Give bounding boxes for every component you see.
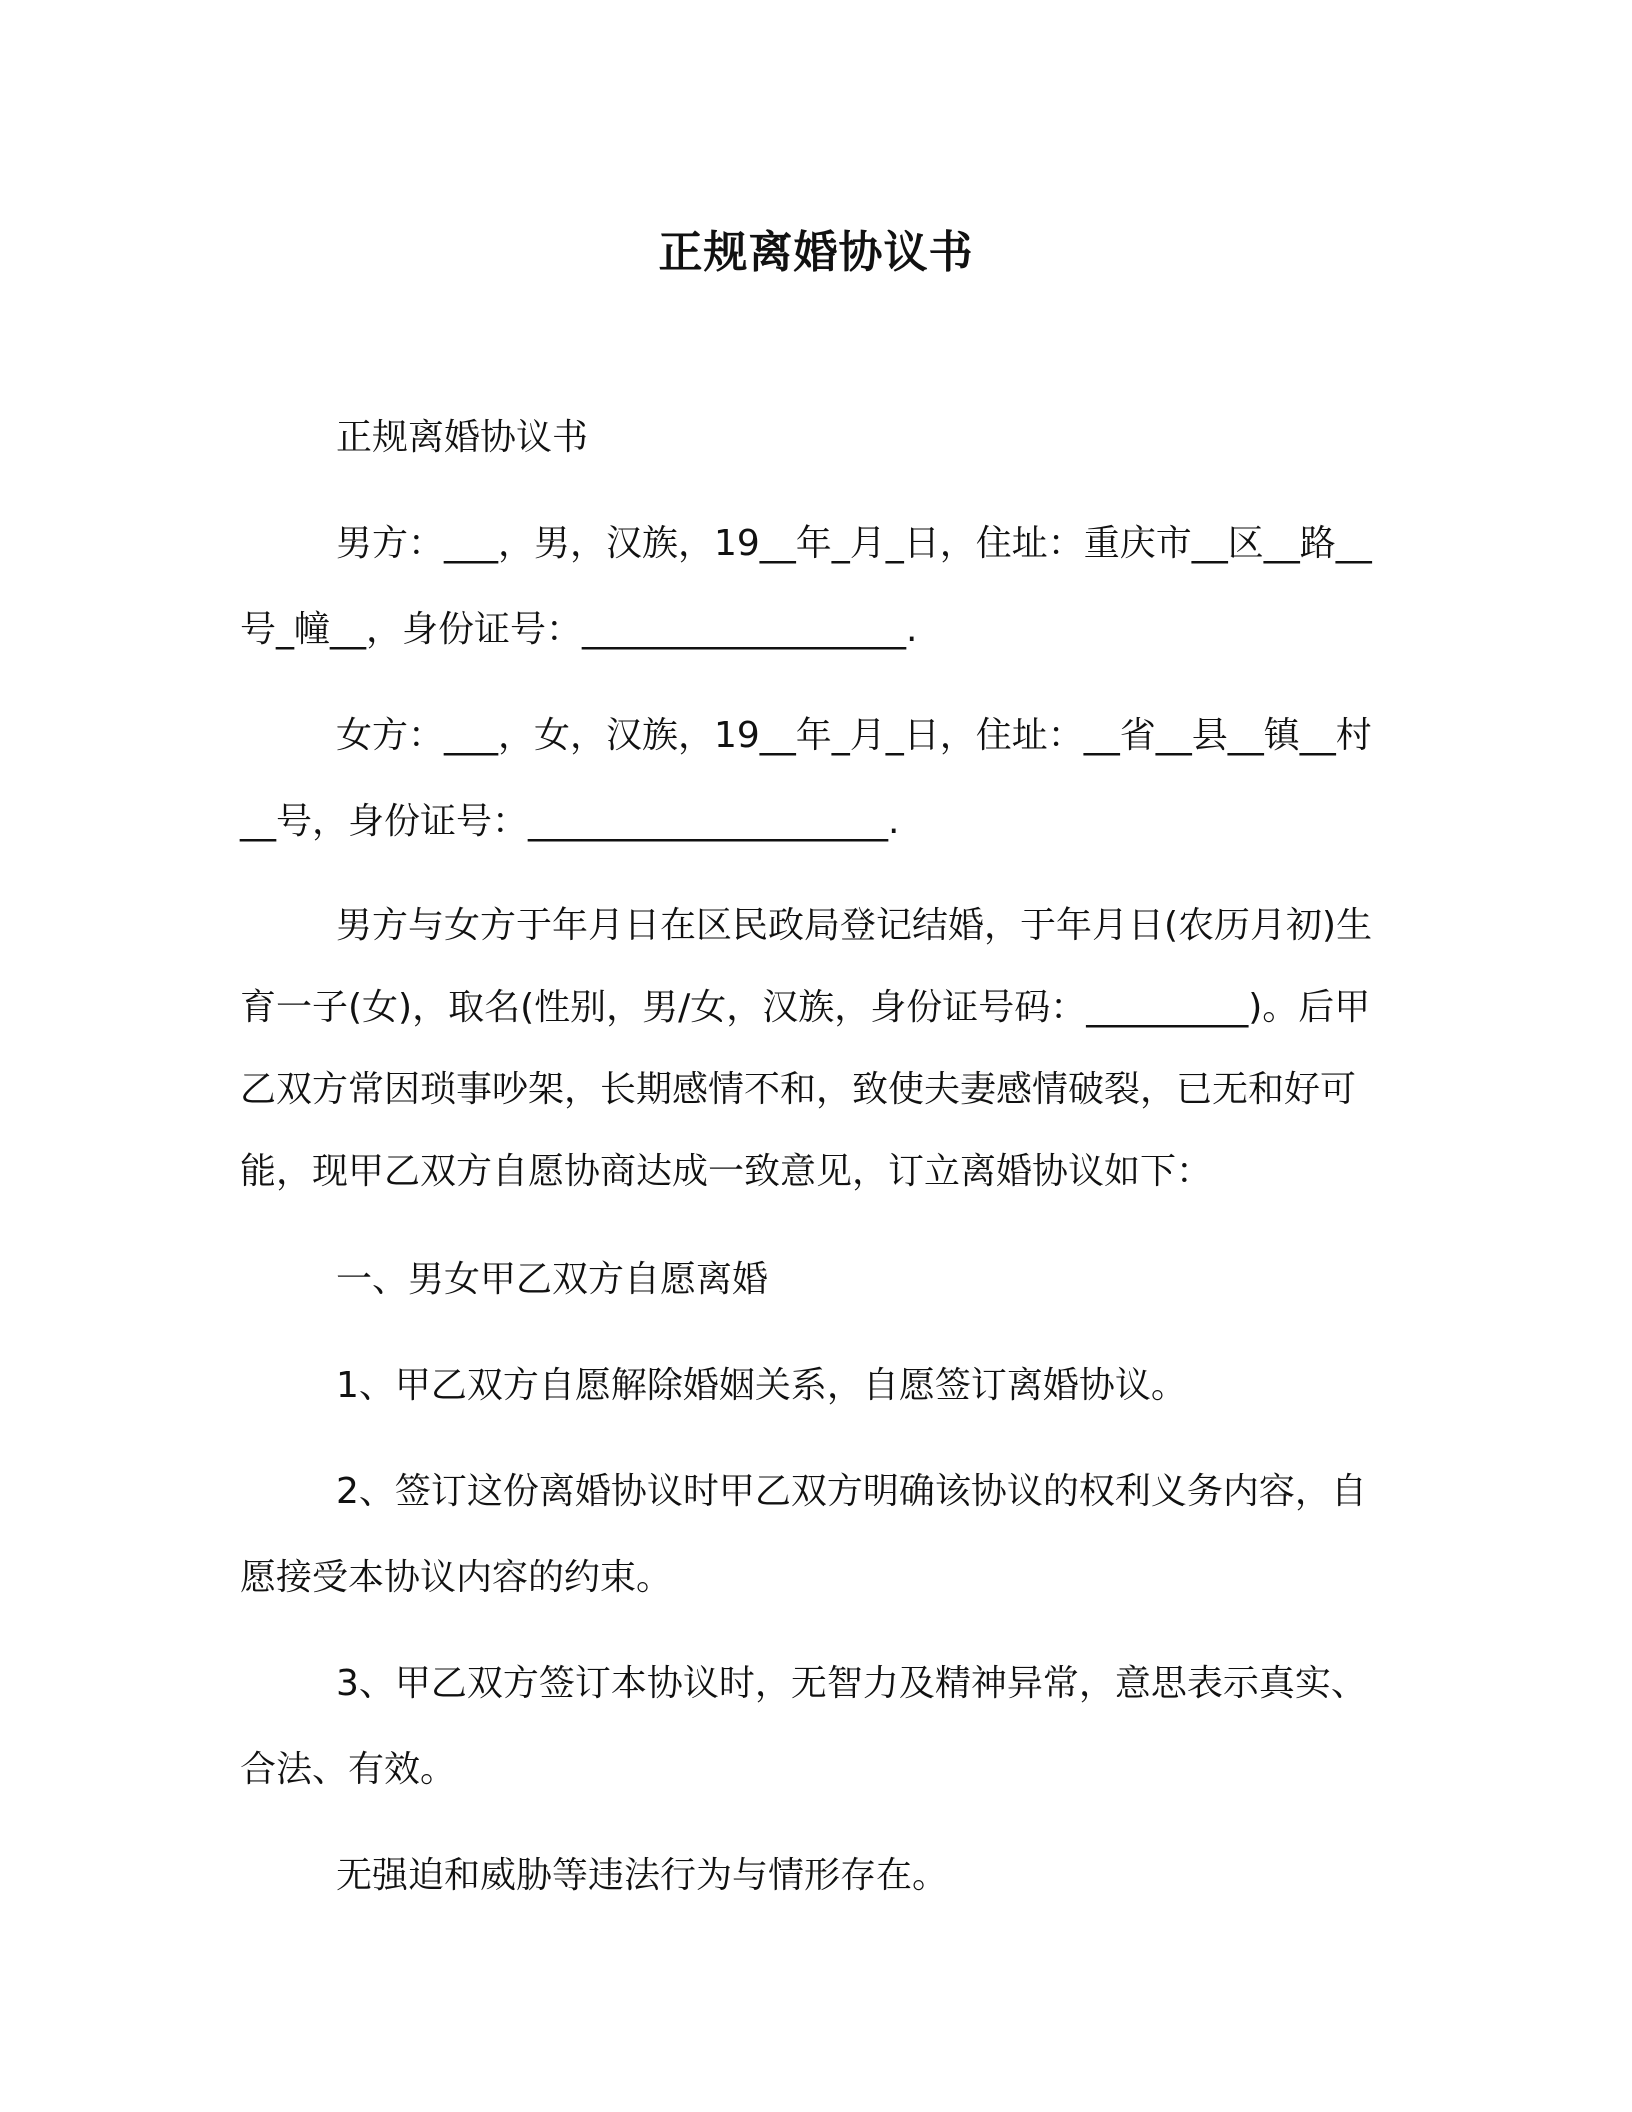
document-title: 正规离婚协议书 [658,227,974,278]
paragraph-female-party: 女方：___，女，汉族，19__年_月_日，住址：__省__县__镇__村__号，身份证号：____________________. [240,715,1372,842]
paragraph-item-1: 1、甲乙双方自愿解除婚姻关系，自愿签订离婚协议。 [336,1365,1187,1406]
paragraph-item-2: 2、签订这份离婚协议时甲乙双方明确该协议的权利义务内容，自愿接受本协议内容的约束。 [240,1471,1367,1598]
paragraph-section-one: 一、男女甲乙双方自愿离婚 [336,1259,769,1300]
document-body [240,395,1390,1919]
paragraph-marriage-details: 男方与女方于年月日在区民政局登记结婚，于年月日(农历月初)生育一子(女)，取名(性别，男/女，汉族，身份证号码：_________)。后甲乙双方常因琐事吵架，长期感情不和，致使夫妻感情破裂，已无和好可能，现甲乙双方自愿协商达成一致意见，订立离婚协议如下： [240,905,1373,1192]
paragraph-male-party: 男方：___，男，汉族，19__年_月_日，住址：重庆市__区__路__号_幢__，身份证号：__________________. [240,523,1372,650]
paragraph-no-coercion: 无强迫和威胁等违法行为与情形存在。 [336,1855,949,1896]
paragraph-item-3: 3、甲乙双方签订本协议时，无智力及精神异常，意思表示真实、合法、有效。 [240,1663,1367,1790]
paragraph-heading: 正规离婚协议书 [336,417,589,458]
